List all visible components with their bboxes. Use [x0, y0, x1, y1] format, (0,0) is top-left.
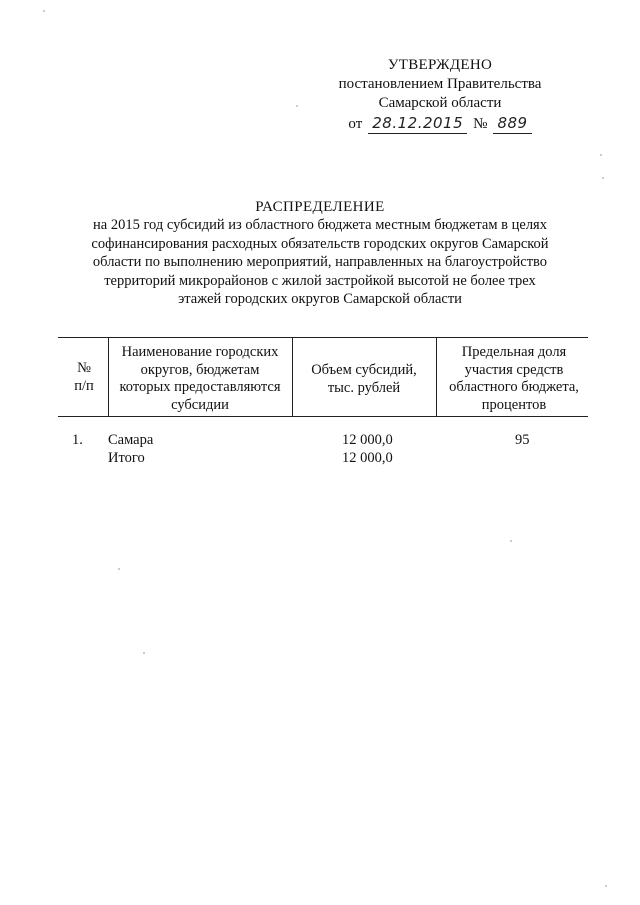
- approval-line-2: Самарской области: [378, 95, 502, 111]
- table-top-rule: [58, 337, 588, 338]
- header-share: [440, 344, 588, 414]
- handwritten-number: 889: [493, 114, 531, 134]
- scan-speck: [296, 105, 298, 107]
- scan-speck: [143, 652, 145, 654]
- header-text: Объем субсидий,: [311, 362, 417, 378]
- table-row: [60, 431, 590, 449]
- document-heading: [60, 198, 580, 309]
- scan-speck: [600, 154, 602, 156]
- column-divider: [436, 337, 437, 416]
- header-text: областного бюджета,: [449, 379, 579, 395]
- heading-title: РАСПРЕДЕЛЕНИЕ: [255, 199, 385, 215]
- scan-speck: [602, 177, 604, 179]
- header-number: [60, 360, 108, 395]
- heading-line: на 2015 год субсидий из областного бюджета местным бюджетам в целях: [93, 217, 547, 233]
- table-row-total: [60, 449, 590, 467]
- scan-speck: [43, 10, 45, 12]
- row-amount: 12 000,0: [342, 450, 393, 466]
- number-sign: №: [473, 116, 488, 132]
- row-name: Самара: [108, 432, 154, 448]
- heading-line: этажей городских округов Самарской области: [178, 291, 462, 307]
- heading-line: территорий микрорайонов с жилой застройкой высотой не более трех: [104, 272, 536, 289]
- scan-speck: [510, 540, 512, 542]
- heading-line: области по выполнению мероприятий, направленных на благоустройство: [92, 254, 548, 270]
- approval-date-line: [320, 114, 560, 134]
- header-text: п/п: [74, 377, 94, 394]
- header-name: [108, 344, 292, 414]
- header-text: №: [77, 360, 91, 376]
- row-name: Итого: [108, 450, 145, 466]
- row-amount: 12 000,0: [342, 432, 393, 448]
- approval-stamp: [320, 56, 560, 134]
- header-text: Предельная доля: [461, 344, 567, 360]
- header-amount: [298, 362, 430, 397]
- header-text: субсидии: [171, 396, 229, 413]
- row-share: 95: [515, 432, 530, 448]
- header-text: тыс. рублей: [327, 379, 401, 396]
- date-prefix: от: [348, 116, 363, 132]
- scan-speck: [605, 885, 607, 887]
- header-text: участия средств: [464, 361, 564, 378]
- table-header-bottom-rule: [58, 416, 588, 417]
- header-text: Наименование городских: [121, 344, 279, 360]
- row-number: 1.: [72, 432, 83, 448]
- scan-speck: [118, 568, 120, 570]
- heading-line: софинансирования расходных обязательств городских округов Самарской: [91, 235, 549, 252]
- column-divider: [292, 337, 293, 416]
- header-text: процентов: [481, 396, 547, 413]
- header-text: округов, бюджетам: [140, 361, 260, 378]
- handwritten-date: 28.12.2015: [368, 114, 467, 134]
- approval-title: УТВЕРЖДЕНО: [387, 57, 493, 73]
- approval-line-1: постановлением Правительства: [338, 76, 542, 92]
- header-text: которых предоставляются: [119, 379, 281, 395]
